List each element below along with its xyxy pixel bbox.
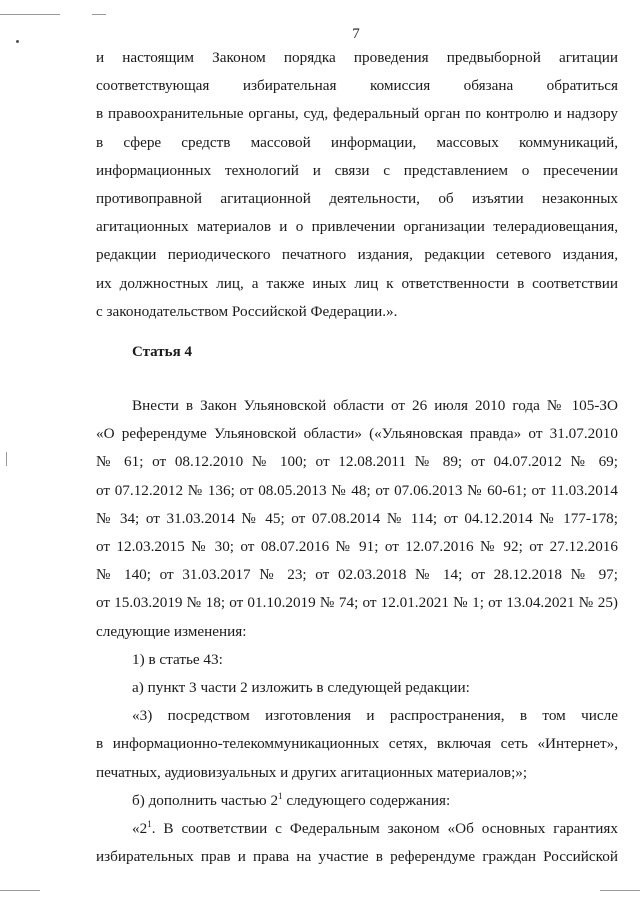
text-line: избирательных прав и права на участие в референдуме граждан Российской (96, 848, 618, 866)
superscript: 1 (147, 819, 152, 830)
text-line: агитационных материалов и о привлечении организации телерадиовещания, (96, 218, 618, 236)
text-line: их должностных лиц, а также иных лиц к ответственности в соответствии (96, 274, 618, 292)
text-line: от 12.03.2015 № 30; от 08.07.2016 № 91; от 12.07.2016 № 92; от 27.12.2016 (96, 538, 618, 556)
text-line (96, 815, 618, 843)
text-line: в информационно-телекоммуникационных сетях, включая сеть «Интернет», (96, 735, 618, 753)
text-line: № 140; от 31.03.2017 № 23; от 02.03.2018 № 14; от 28.12.2018 № 97; (96, 566, 618, 584)
scan-edge-mark (92, 14, 106, 15)
text-line: соответствующая избирательная комиссия обязана обратиться (96, 77, 618, 95)
text-line: № 61; от 08.12.2010 № 100; от 12.08.2011 № 89; от 04.07.2012 № 69; (96, 453, 618, 471)
text-line: в сфере средств массовой информации, массовых коммуникаций, (96, 133, 618, 151)
scan-edge-mark (0, 890, 40, 891)
text-line (96, 787, 618, 815)
text-line: редакции периодического печатного издания, редакции сетевого издания, (96, 246, 618, 264)
text-line: от 15.03.2019 № 18; от 01.10.2019 № 74; от 12.01.2021 № 1; от 13.04.2021 № 25) (96, 594, 618, 612)
text-line: «3) посредством изготовления и распространения, в том числе (132, 707, 618, 725)
text-line: 1) в статье 43: (132, 650, 223, 668)
text-fragment: следующего содержания: (282, 791, 451, 809)
text-fragment: . В соответствии с Федеральным законом «Об основных гарантиях (151, 820, 618, 838)
text-line: Внести в Закон Ульяновской области от 26 июля 2010 года № 105-ЗО (132, 397, 618, 414)
text-line: от 07.12.2012 № 136; от 08.05.2013 № 48; от 07.06.2013 № 60-61; от 11.03.2014 (96, 481, 618, 499)
text-line: печатных, аудиовизуальных и других агитационных материалов;»; (96, 763, 528, 781)
text-line: следующие изменения: (96, 622, 247, 640)
text-line: а) пункт 3 части 2 изложить в следующей редакции: (132, 679, 470, 697)
text-line: в правоохранительные органы, суд, федеральный орган по контролю и надзору (96, 105, 618, 123)
scan-edge-mark (6, 452, 7, 466)
article-body (96, 392, 618, 871)
text-fragment: «2 (132, 820, 148, 838)
scan-edge-mark (600, 890, 640, 891)
text-line: противоправной агитационной деятельности, об изъятии незаконных (96, 190, 618, 208)
superscript: 1 (278, 790, 283, 801)
text-line: «О референдуме Ульяновской области» («Ульяновская правда» от 31.07.2010 (96, 425, 618, 443)
article-heading: Статья 4 (132, 344, 192, 360)
scan-edge-mark (0, 14, 60, 15)
paragraph-continuation (96, 44, 618, 326)
text-line: информационных технологий и связи с представлением о пресечении (96, 161, 618, 179)
text-line: № 34; от 31.03.2014 № 45; от 07.08.2014 № 114; от 04.12.2014 № 177-178; (96, 509, 618, 527)
text-line: и настоящим Законом порядка проведения предвыборной агитации (96, 49, 618, 66)
text-fragment: б) дополнить частью 2 (132, 791, 279, 809)
page-number: 7 (352, 26, 360, 42)
text-line: с законодательством Российской Федерации.». (96, 302, 398, 320)
